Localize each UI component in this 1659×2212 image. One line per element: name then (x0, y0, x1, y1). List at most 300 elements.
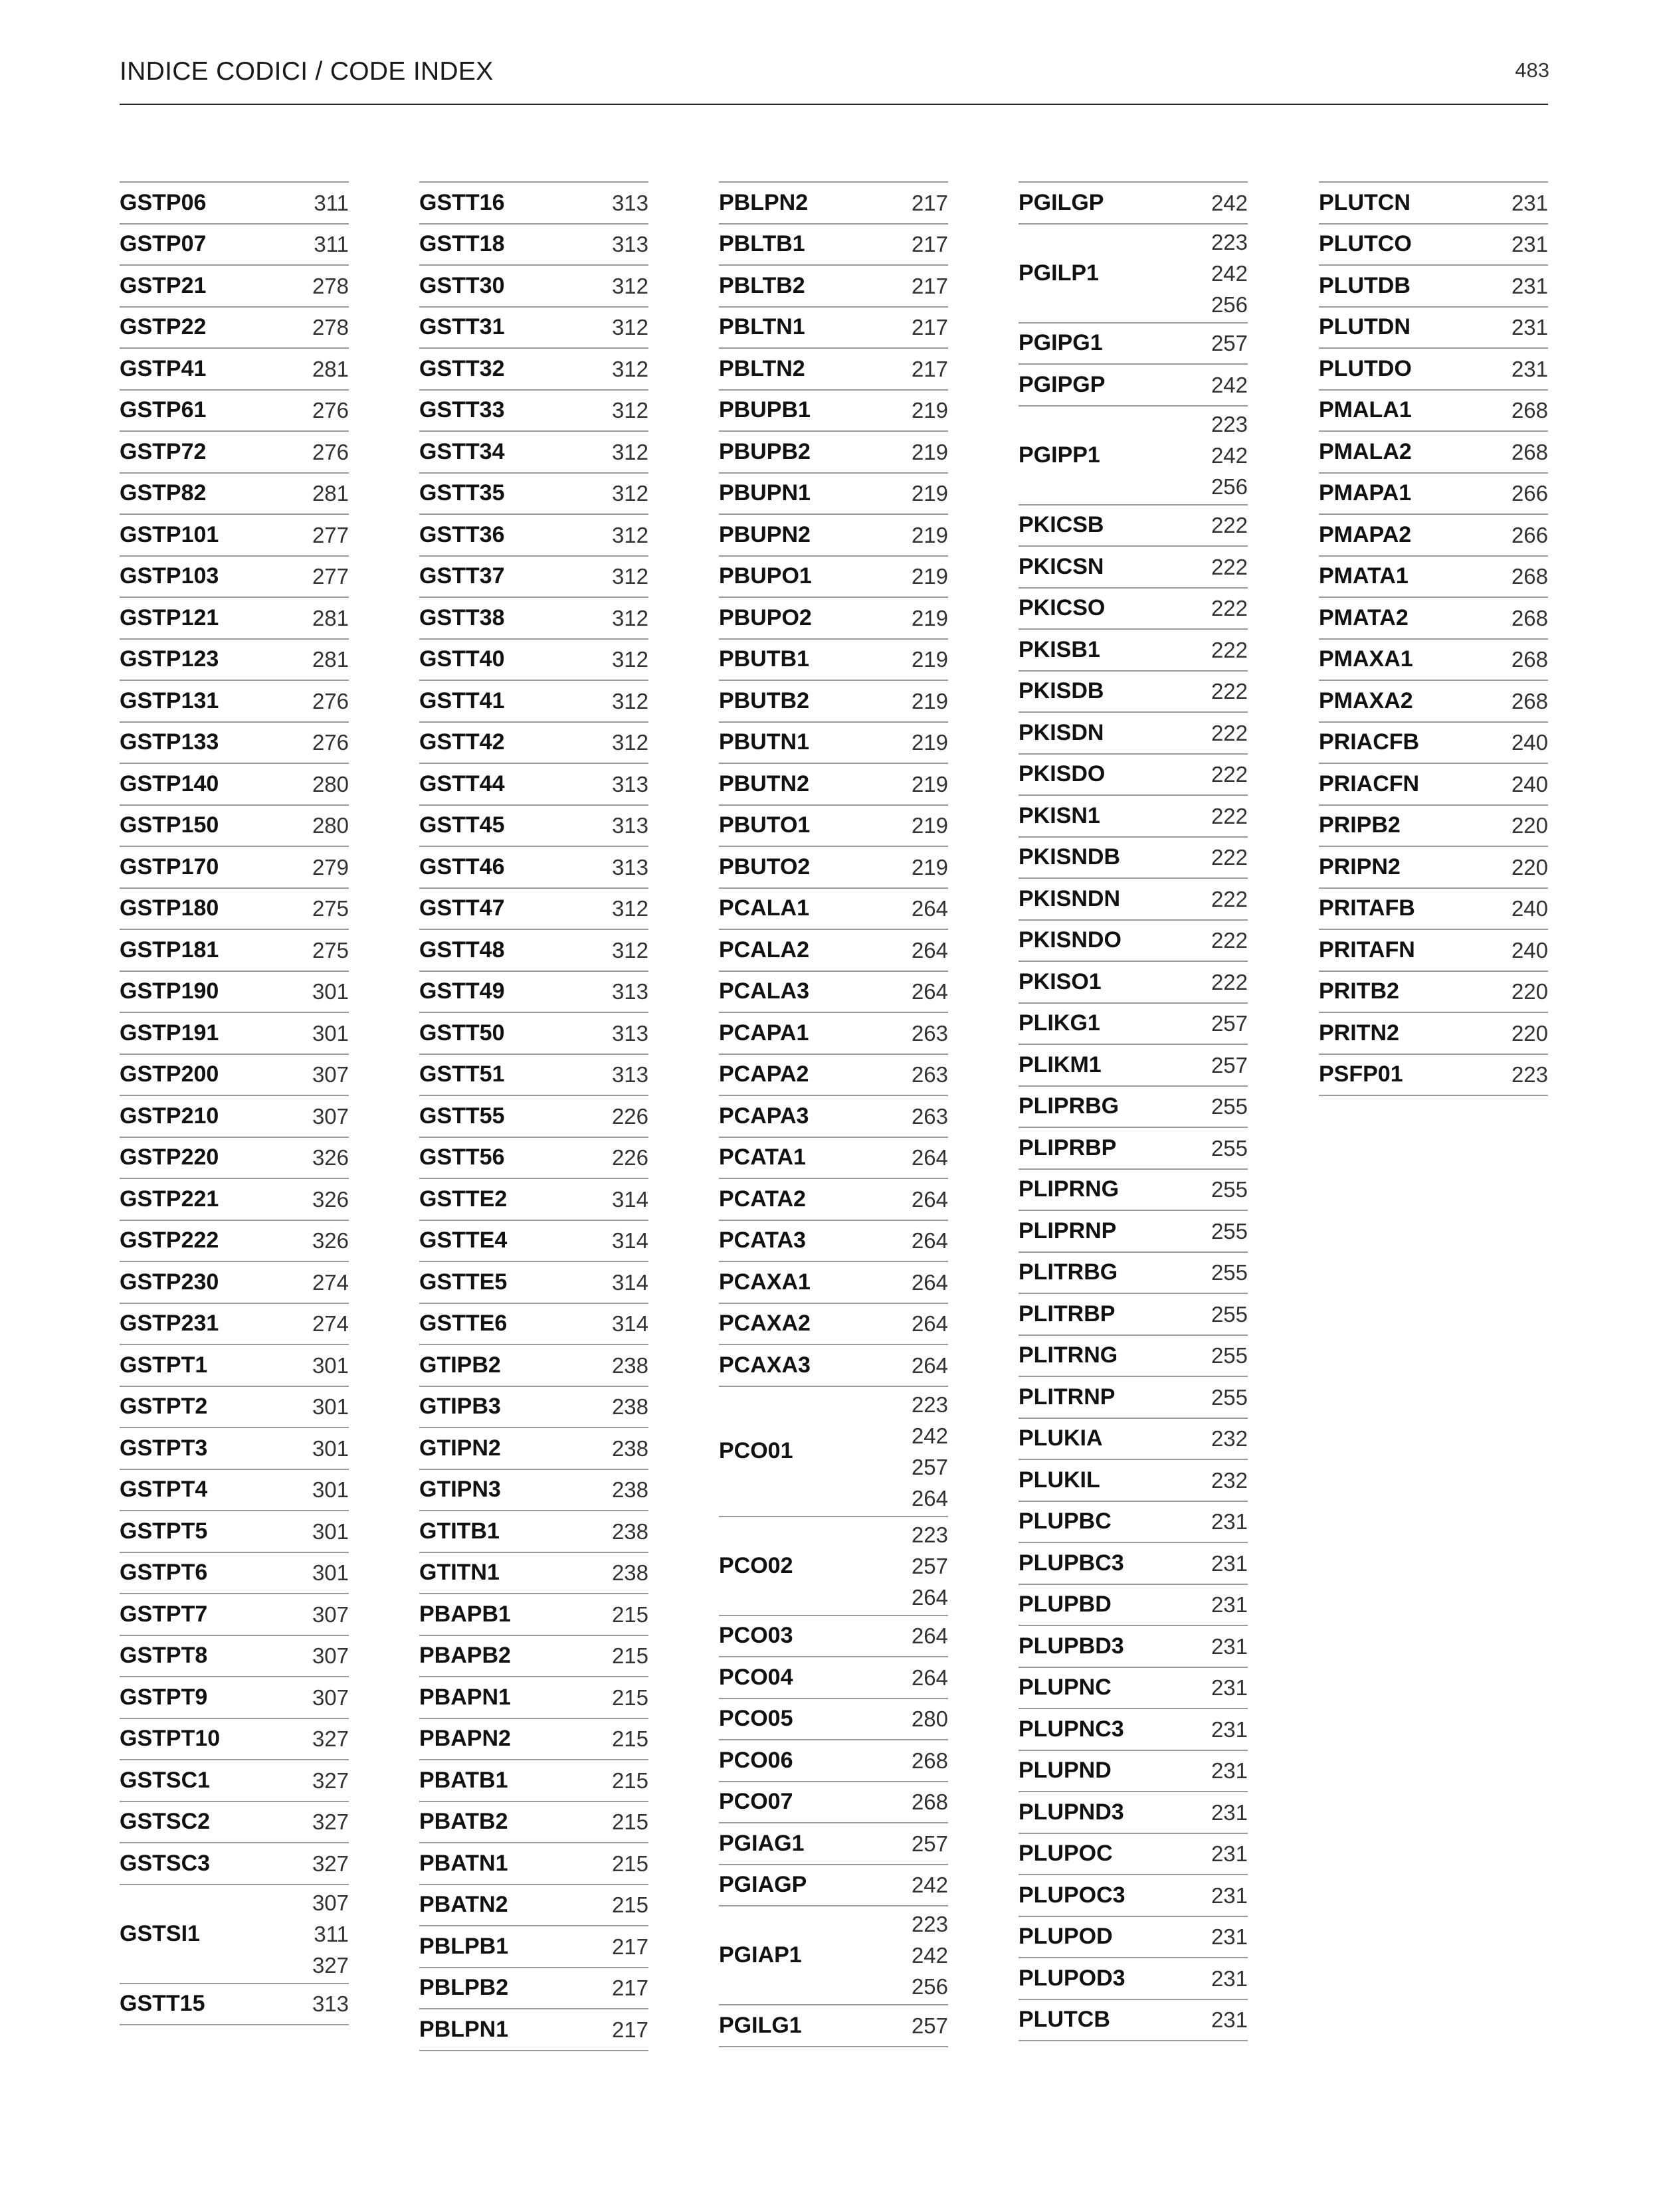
index-entry (419, 349, 648, 391)
index-entry (419, 1760, 648, 1802)
index-entry (419, 1221, 648, 1263)
page-reference: 314 (611, 1269, 648, 1295)
index-entry (1019, 2000, 1248, 2042)
product-code: GSTTE5 (419, 1269, 508, 1295)
page-reference: 326 (312, 1228, 349, 1253)
page-references (312, 1389, 349, 1424)
product-code: GSTT42 (419, 729, 505, 755)
page-reference: 268 (1511, 688, 1548, 713)
product-code: GSTT32 (419, 355, 505, 381)
page-references (1512, 227, 1548, 262)
page-references (912, 891, 948, 926)
index-entry (1319, 1055, 1548, 1097)
page-references (612, 767, 648, 802)
page-reference: 231 (1211, 1550, 1248, 1576)
index-entry (120, 266, 349, 308)
index-entry (1319, 889, 1548, 931)
product-code: GSTPT3 (120, 1435, 208, 1461)
index-entry (1019, 1377, 1248, 1419)
index-entry (719, 972, 948, 1014)
product-code: GSTP41 (120, 355, 207, 381)
product-code: GSTTE6 (419, 1311, 508, 1336)
product-code: PCALA3 (719, 978, 810, 1004)
product-code: PBATB1 (419, 1767, 508, 1793)
page-references (1512, 185, 1548, 221)
product-code: GSTPT4 (120, 1477, 208, 1503)
page-references (612, 434, 648, 470)
index-entry (1319, 557, 1548, 599)
index-entry (1319, 1013, 1548, 1055)
product-code: PKISNDO (1019, 927, 1122, 953)
index-entry (419, 1636, 648, 1678)
index-entry (120, 1096, 349, 1138)
index-entry (120, 764, 349, 806)
product-code: PGILP1 (1019, 260, 1099, 286)
index-entry (120, 1719, 349, 1761)
page-references (312, 517, 349, 553)
index-entry (1019, 838, 1248, 879)
index-entry (419, 1138, 648, 1180)
page-reference: 311 (314, 232, 349, 257)
page-reference: 226 (611, 1103, 648, 1129)
product-code: GSTP221 (120, 1186, 219, 1212)
page-reference: 307 (312, 1103, 349, 1129)
page-reference: 313 (611, 232, 648, 257)
product-code: GSTP191 (120, 1020, 219, 1046)
page-reference: 327 (312, 1726, 349, 1752)
index-entry (719, 1096, 948, 1138)
page-references (312, 1986, 349, 2021)
product-code: PRITAFN (1319, 937, 1415, 963)
index-entry (719, 1740, 948, 1782)
index-entry (719, 391, 948, 432)
index-entry (120, 225, 349, 266)
product-code: GSTTE4 (419, 1228, 508, 1253)
index-entry (1319, 349, 1548, 391)
page-references (912, 351, 948, 387)
page-references (1211, 1712, 1248, 1747)
index-entry (120, 349, 349, 391)
product-code: PLUKIL (1019, 1467, 1100, 1493)
product-code: GSTP72 (120, 438, 207, 464)
page-reference: 222 (1211, 637, 1248, 662)
page-references (912, 1348, 948, 1383)
page-references (612, 1472, 648, 1507)
product-code: PCAPA1 (719, 1020, 809, 1046)
index-entry (719, 1823, 948, 1865)
page-references (612, 1265, 648, 1300)
page-reference: 219 (911, 730, 948, 755)
page-reference: 268 (911, 1790, 948, 1815)
page-references (312, 1555, 349, 1590)
page-reference: 217 (911, 315, 948, 340)
page-reference: 312 (611, 937, 648, 963)
index-entry (1019, 1751, 1248, 1793)
product-code: GSTP123 (120, 646, 219, 672)
product-code: PBLPB1 (419, 1933, 509, 1959)
page-references (1211, 1463, 1248, 1498)
index-entry (719, 1782, 948, 1824)
product-code: PKICSB (1019, 512, 1104, 538)
index-entry (419, 1511, 648, 1553)
index-entry (1319, 930, 1548, 972)
product-code: PMATA1 (1319, 563, 1409, 589)
index-entry (419, 432, 648, 474)
page-references (312, 1223, 349, 1258)
index-entry (1019, 506, 1248, 547)
page-reference: 231 (1211, 2007, 1248, 2033)
product-code: PCO07 (719, 1789, 793, 1815)
index-entry (719, 1262, 948, 1304)
product-code: PBUTO1 (719, 812, 811, 838)
product-code: GSTPT10 (120, 1726, 221, 1752)
page-reference: 312 (611, 564, 648, 589)
product-code: PRIACFN (1319, 771, 1420, 796)
product-code: GSTP190 (120, 978, 219, 1004)
page-reference: 219 (911, 522, 948, 547)
page-references (612, 1680, 648, 1715)
product-code: PBLTB2 (719, 272, 805, 298)
page-references (912, 1906, 948, 2004)
page-references (612, 1057, 648, 1092)
index-column-4 (1019, 181, 1248, 2041)
page-reference: 242 (911, 1873, 948, 1898)
page-reference: 220 (1511, 813, 1548, 838)
page-reference: 327 (312, 1768, 349, 1793)
index-entry (419, 1013, 648, 1055)
product-code: GSTP131 (120, 688, 219, 713)
page-reference: 223 (911, 1912, 948, 1936)
page-references (612, 227, 648, 262)
product-code: GSTP200 (120, 1061, 219, 1087)
page-references (1211, 325, 1248, 361)
index-entry (1319, 764, 1548, 806)
page-references (1211, 591, 1248, 626)
page-references (612, 393, 648, 428)
product-code: GSTSC3 (120, 1850, 211, 1876)
page-references (312, 1885, 349, 1983)
page-reference: 231 (1211, 1633, 1248, 1659)
product-code: GSTP06 (120, 189, 207, 215)
page-reference: 219 (911, 854, 948, 879)
product-code: PCAXA3 (719, 1352, 811, 1378)
page-references (1211, 1629, 1248, 1664)
page-reference: 266 (1511, 522, 1548, 547)
product-code: PKICSN (1019, 553, 1104, 579)
page-references (1211, 1587, 1248, 1622)
product-code: GSTP180 (120, 895, 219, 921)
page-reference: 263 (911, 1062, 948, 1087)
page-references (1211, 1048, 1248, 1083)
product-code: PLIPRNG (1019, 1176, 1120, 1202)
page-reference: 313 (312, 1991, 349, 2017)
product-code: PBUTO2 (719, 854, 811, 879)
page-references (1512, 310, 1548, 345)
page-references (1512, 393, 1548, 428)
product-code: PCATA1 (719, 1145, 806, 1170)
page-references (1512, 268, 1548, 304)
page-references (1211, 1961, 1248, 1996)
page-references (312, 1057, 349, 1092)
product-code: PLITRNG (1019, 1342, 1118, 1368)
index-entry (1019, 183, 1248, 225)
page-reference: 231 (1211, 1924, 1248, 1950)
index-entry (120, 1345, 349, 1387)
page-reference: 327 (312, 1851, 349, 1876)
page-reference: 215 (611, 1643, 648, 1669)
index-entry (419, 266, 648, 308)
product-code: PCO03 (719, 1623, 793, 1649)
product-code: GSTP222 (120, 1228, 219, 1253)
page-references (912, 434, 948, 470)
product-code: PBUTN1 (719, 729, 810, 755)
page-reference: 301 (312, 979, 349, 1004)
index-entry (120, 1636, 349, 1678)
page-references (312, 974, 349, 1009)
index-entry (719, 806, 948, 848)
product-code: PMAPA2 (1319, 521, 1412, 547)
product-code: PLITRNP (1019, 1384, 1116, 1410)
product-code: PGIAP1 (719, 1942, 802, 1968)
page-references (912, 268, 948, 304)
page-references (1211, 965, 1248, 1000)
page-reference: 314 (611, 1228, 648, 1253)
product-code: GSTTE2 (419, 1186, 508, 1212)
page-reference: 255 (1211, 1301, 1248, 1327)
page-references (612, 1721, 648, 1756)
page-reference: 217 (911, 273, 948, 298)
product-code: GSTT47 (419, 895, 505, 921)
page-references (912, 1182, 948, 1217)
product-code: PBAPB1 (419, 1601, 511, 1627)
index-entry (719, 1055, 948, 1097)
page-reference: 268 (1511, 647, 1548, 672)
index-entry (1319, 225, 1548, 266)
page-references (1211, 507, 1248, 543)
page-reference: 255 (1211, 1218, 1248, 1244)
page-reference: 231 (1211, 1841, 1248, 1867)
index-entry (719, 1304, 948, 1346)
index-entry (120, 1511, 349, 1553)
product-code: PRITAFB (1319, 895, 1415, 921)
page-references (912, 850, 948, 885)
page-references (312, 1597, 349, 1632)
page-reference: 232 (1211, 1426, 1248, 1451)
index-entry (419, 930, 648, 972)
product-code: GSTT38 (419, 604, 505, 630)
page-references (1211, 1297, 1248, 1332)
index-entry (719, 1138, 948, 1180)
page-references (312, 808, 349, 843)
page-references (1512, 933, 1548, 968)
product-code: PLITRBP (1019, 1301, 1116, 1327)
index-entry (419, 391, 648, 432)
index-entry (120, 847, 349, 889)
product-code: PKISB1 (1019, 636, 1100, 662)
page-reference: 215 (611, 1726, 648, 1752)
index-entry (719, 930, 948, 972)
index-entry (1019, 1419, 1248, 1461)
product-code: GSTP140 (120, 771, 219, 796)
index-entry (719, 1179, 948, 1221)
page-reference: 231 (1211, 1883, 1248, 1908)
page-reference: 222 (1211, 554, 1248, 579)
index-entry (419, 557, 648, 599)
page-reference: 312 (611, 605, 648, 630)
product-code: PMALA2 (1319, 438, 1412, 464)
page-reference: 280 (312, 771, 349, 796)
product-code: PGIAG1 (719, 1830, 805, 1856)
index-entry (1019, 589, 1248, 630)
page-references (1512, 767, 1548, 802)
page-reference: 278 (312, 315, 349, 340)
index-entry (419, 474, 648, 515)
page-references (612, 1929, 648, 1964)
page-references (1512, 434, 1548, 470)
page-references (612, 1597, 648, 1632)
page-reference: 312 (611, 647, 648, 672)
product-code: PSFP01 (1319, 1061, 1403, 1087)
page-references (612, 351, 648, 387)
index-column-5 (1319, 181, 1548, 1096)
page-references (612, 600, 648, 636)
page-reference: 268 (1511, 605, 1548, 630)
page-references (612, 1887, 648, 1922)
page-references (912, 642, 948, 677)
page-references (1211, 549, 1248, 585)
index-entry (1319, 681, 1548, 723)
index-entry (419, 1470, 648, 1512)
product-code: GSTP210 (120, 1103, 219, 1129)
page-reference: 238 (611, 1352, 648, 1378)
page-reference: 277 (312, 522, 349, 547)
index-entry (1319, 972, 1548, 1014)
page-references (1211, 632, 1248, 668)
page-references (612, 808, 648, 843)
page-reference: 222 (1211, 679, 1248, 704)
product-code: GSTT51 (419, 1061, 505, 1087)
page-reference: 312 (611, 315, 648, 340)
index-entry (419, 1179, 648, 1221)
page-reference: 231 (1211, 1592, 1248, 1617)
index-entry (719, 889, 948, 931)
index-entry (419, 847, 648, 889)
index-entry (719, 2005, 948, 2047)
product-code: PBATN2 (419, 1892, 508, 1918)
page-reference: 264 (911, 1269, 948, 1295)
page-reference: 301 (312, 1519, 349, 1544)
index-entry (1319, 598, 1548, 640)
page-references (612, 2012, 648, 2047)
index-entry (1019, 1004, 1248, 1046)
index-entry (419, 1926, 648, 1968)
product-code: PLUPBD3 (1019, 1633, 1124, 1659)
index-entry (1019, 1834, 1248, 1876)
page-references (612, 974, 648, 1009)
page-reference: 231 (1211, 1675, 1248, 1701)
product-code: PKISDO (1019, 761, 1106, 787)
page-reference: 312 (611, 730, 648, 755)
page-reference: 231 (1211, 1758, 1248, 1784)
index-entry (1319, 391, 1548, 432)
product-code: GSTT31 (419, 314, 505, 340)
product-code: PLUPBD (1019, 1592, 1112, 1617)
page-references (312, 434, 349, 470)
product-code: PBUPO2 (719, 604, 812, 630)
page-reference: 242 (1211, 442, 1248, 468)
page-references (1512, 476, 1548, 511)
page-references (1211, 1214, 1248, 1249)
page-references (312, 725, 349, 760)
product-code: GSTT50 (419, 1020, 505, 1046)
product-code: PCALA1 (719, 895, 810, 921)
page-references (1211, 674, 1248, 709)
index-entry (719, 764, 948, 806)
index-entry (1019, 1626, 1248, 1668)
page-reference: 238 (611, 1477, 648, 1503)
page-reference: 281 (312, 356, 349, 381)
product-code: GTIPB2 (419, 1352, 501, 1378)
product-code: PLUPOC3 (1019, 1882, 1125, 1908)
product-code: GSTP61 (120, 397, 207, 423)
product-code: PLUTCN (1319, 189, 1411, 215)
page-reference: 238 (611, 1394, 648, 1420)
product-code: PCO05 (719, 1706, 793, 1732)
page-reference: 231 (1211, 1799, 1248, 1825)
page-reference: 215 (611, 1809, 648, 1835)
index-entry (120, 1885, 349, 1984)
index-entry (419, 2009, 648, 2051)
product-code: GSTPT1 (120, 1352, 208, 1378)
page-reference: 281 (312, 605, 349, 630)
index-entry (719, 1517, 948, 1616)
page-references (912, 1016, 948, 1051)
product-code: PBAPB2 (419, 1643, 511, 1669)
product-code: PMAPA1 (1319, 480, 1412, 506)
index-entry (120, 1984, 349, 2026)
page-reference: 326 (312, 1186, 349, 1212)
index-entry (719, 1906, 948, 2005)
page-reference: 275 (312, 896, 349, 921)
product-code: PKISNDB (1019, 844, 1121, 870)
page-references (912, 1784, 948, 1819)
page-references (1211, 715, 1248, 751)
page-reference: 281 (312, 481, 349, 506)
page-reference: 264 (911, 937, 948, 963)
index-column-2 (419, 181, 648, 2051)
page-references (912, 1826, 948, 1861)
product-code: PLIKG1 (1019, 1010, 1100, 1036)
product-code: PBUPB2 (719, 438, 811, 464)
product-code: PRIACFB (1319, 729, 1420, 755)
product-code: PRIPB2 (1319, 812, 1401, 838)
index-entry (120, 598, 349, 640)
index-entry (120, 183, 349, 225)
product-code: PBLPN1 (419, 2016, 509, 2042)
product-code: PLUPOD3 (1019, 1965, 1125, 1991)
page-references (612, 310, 648, 345)
product-code: GSTT35 (419, 480, 505, 506)
page-references (1512, 600, 1548, 636)
index-entry (719, 1387, 948, 1517)
page-reference: 215 (611, 1851, 648, 1876)
page-references (912, 476, 948, 511)
index-entry (419, 1055, 648, 1097)
page-references (912, 517, 948, 553)
page-reference: 264 (911, 1623, 948, 1649)
page-reference: 264 (911, 1145, 948, 1170)
page-references (312, 1472, 349, 1507)
